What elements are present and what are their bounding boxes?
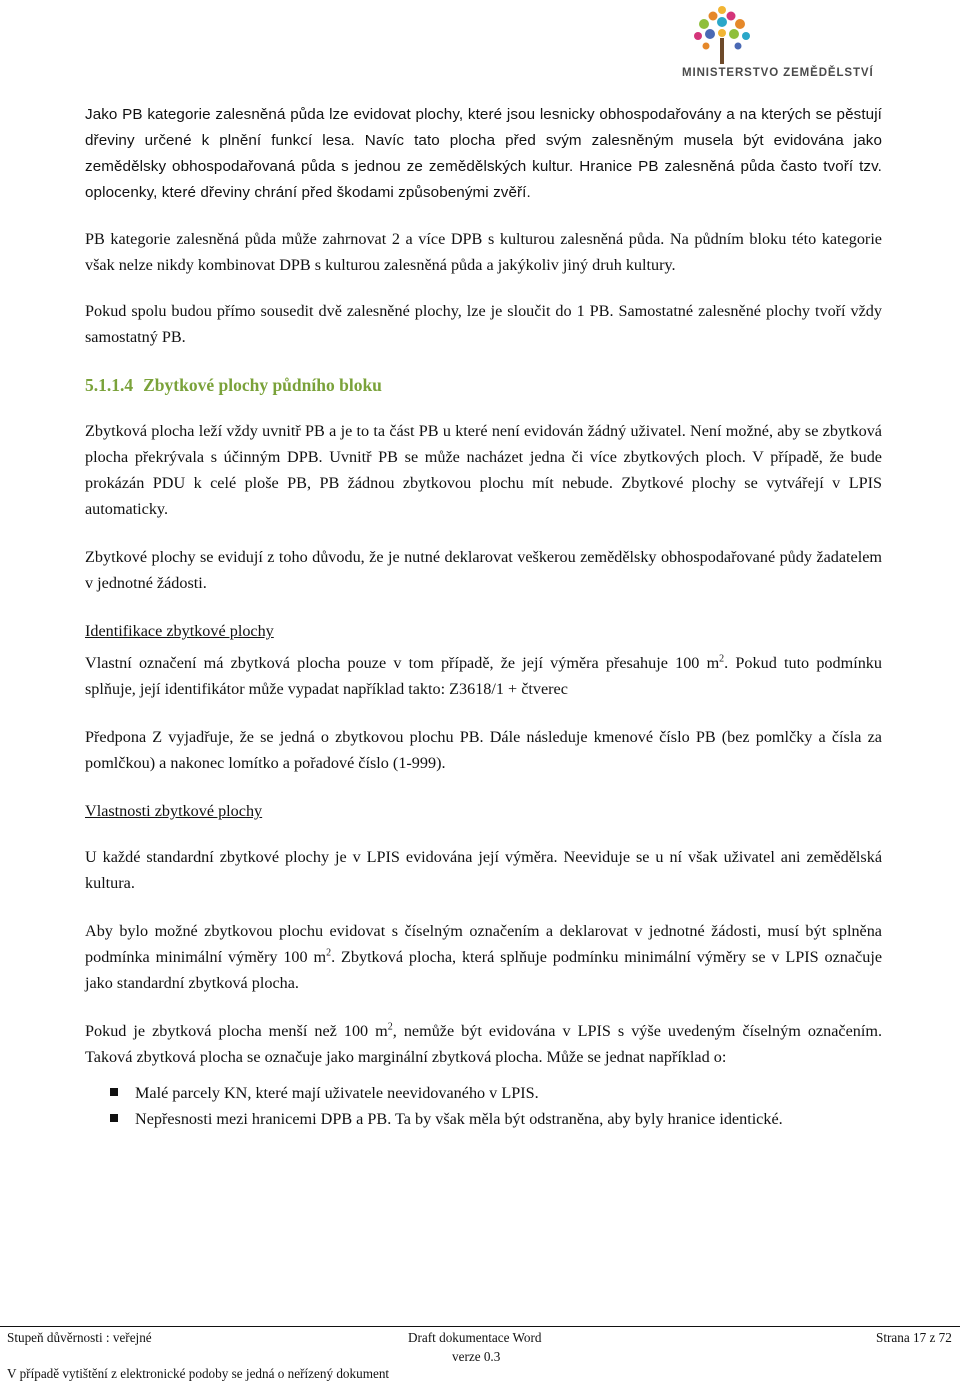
square-bullet-icon [110, 1114, 118, 1122]
footer-page-number: Strana 17 z 72 [876, 1330, 952, 1345]
document-body [85, 102, 882, 1132]
section-title: Zbytkové plochy půdního bloku [143, 375, 382, 395]
paragraph-residual-definition: Zbytková plocha leží vždy uvnitř PB a je to ta část PB u které není evidován žádný uživatel. Není možné, aby se zbytková plocha překrývala s účinným DPB. Uvnitř PB se může nacházet jedna či více zbytkových ploch. V případě, že bude prokázán PDU k celé ploše PB, PB žádnou zbytkovou plochu mít nebude. Zbytkové plochy se vytvářejí v LPIS automaticky. [85, 422, 882, 518]
paragraph-forest-pb: Jako PB kategorie zalesněná půda lze evidovat plochy, které jsou lesnicky obhospodařovány a na kterých se pěstují dřeviny určené k plnění funkcí lesa. Navíc tato plocha před svým zalesněným musela být evidována jako zemědělsky obhospodařovaná půda s jednou ze zemědělských kultur. Hranice PB zalesněná půda často tvoří tzv. oplocenky, které dřeviny chrání před škodami způsobenými zvěří. [85, 106, 882, 201]
paragraph-prefix: Předpona Z vyjadřuje, že se jedná o zbytkovou plochu PB. Dále následuje kmenové číslo PB (bez pomlčky a čísla za pomlčkou) a nakonec lomítko a pořadové číslo (1-999). [85, 728, 882, 772]
section-heading [85, 372, 882, 398]
list-item: Nepřesnosti mezi hranicemi DPB a PB. Ta by však měla být odstraněna, aby byly hranice identické. [85, 1106, 882, 1132]
paragraph-forest-dpb: PB kategorie zalesněná půda může zahrnovat 2 a více DPB s kulturou zalesněná půda. Na půdním bloku této kategorie však nelze nikdy kombinovat DPB s kulturou zalesněná půda a jakýkoliv jiný druh kultury. [85, 230, 882, 274]
paragraph-marginal-area: Pokud je zbytková plocha menší než 100 $m^2$, nemůže být evidována v LPIS s výše uvedeným číselným označením. Taková zbytková plocha se označuje jako marginální zbytková plocha. Může se jednat například o: [85, 1021, 882, 1066]
section-number: 5.1.1.4 [85, 375, 134, 395]
footer-doc-title: Draft dokumentace Word [408, 1330, 542, 1345]
subheading-properties: Vlastnosti zbytkové plochy [85, 802, 263, 820]
paragraph-identifier: Vlastní označení má zbytková plocha pouze v tom případě, že její výměra přesahuje 100 $m^2$. Pokud tuto podmínku splňuje, její identifikátor může vypadat například takto: Z3618/1 + čtverec [85, 653, 882, 698]
subheading-identification: Identifikace zbytkové plochy [85, 622, 274, 640]
footer-version: verze 0.3 [452, 1349, 501, 1364]
paragraph-min-area: Aby bylo možné zbytkovou plochu evidovat s číselným označením a deklarovat v jednotné žádosti, musí být splněna podmínka minimální výměry 100 $m^2$. Zbytková plocha, která splňuje podmínku minimální výměry se v LPIS označuje jako standardní zbytková plocha. [85, 922, 883, 992]
footer-divider [0, 1326, 960, 1327]
footer-confidentiality: Stupeň důvěrnosti : veřejné [7, 1330, 152, 1345]
footer-disclaimer: V případě vytištění z elektronické podoby se jedná o neřízený dokument [7, 1366, 390, 1381]
paragraph-area-evidence: U každé standardní zbytkové plochy je v LPIS evidována její výměra. Neeviduje se u ní však uživatel ani zemědělská kultura. [85, 848, 882, 892]
list-item: Malé parcely KN, které mají uživatele neevidovaného v LPIS. [85, 1080, 882, 1106]
paragraph-residual-reason: Zbytkové plochy se evidují z toho důvodu, že je nutné deklarovat veškerou zemědělsky obhospodařované půdy žadatelem v jednotné žádosti. [85, 548, 882, 592]
ministry-logo-text: MINISTERSTVO ZEMĚDĚLSTVÍ [682, 67, 874, 79]
square-bullet-icon [110, 1088, 118, 1096]
bullet-list [85, 1080, 882, 1132]
paragraph-merge-areas: Pokud spolu budou přímo sousedit dvě zalesněné plochy, lze je sloučit do 1 PB. Samostatné zalesněné plochy tvoří vždy samostatný PB. [85, 302, 882, 346]
ministry-logo-tree-icon [666, 4, 956, 94]
